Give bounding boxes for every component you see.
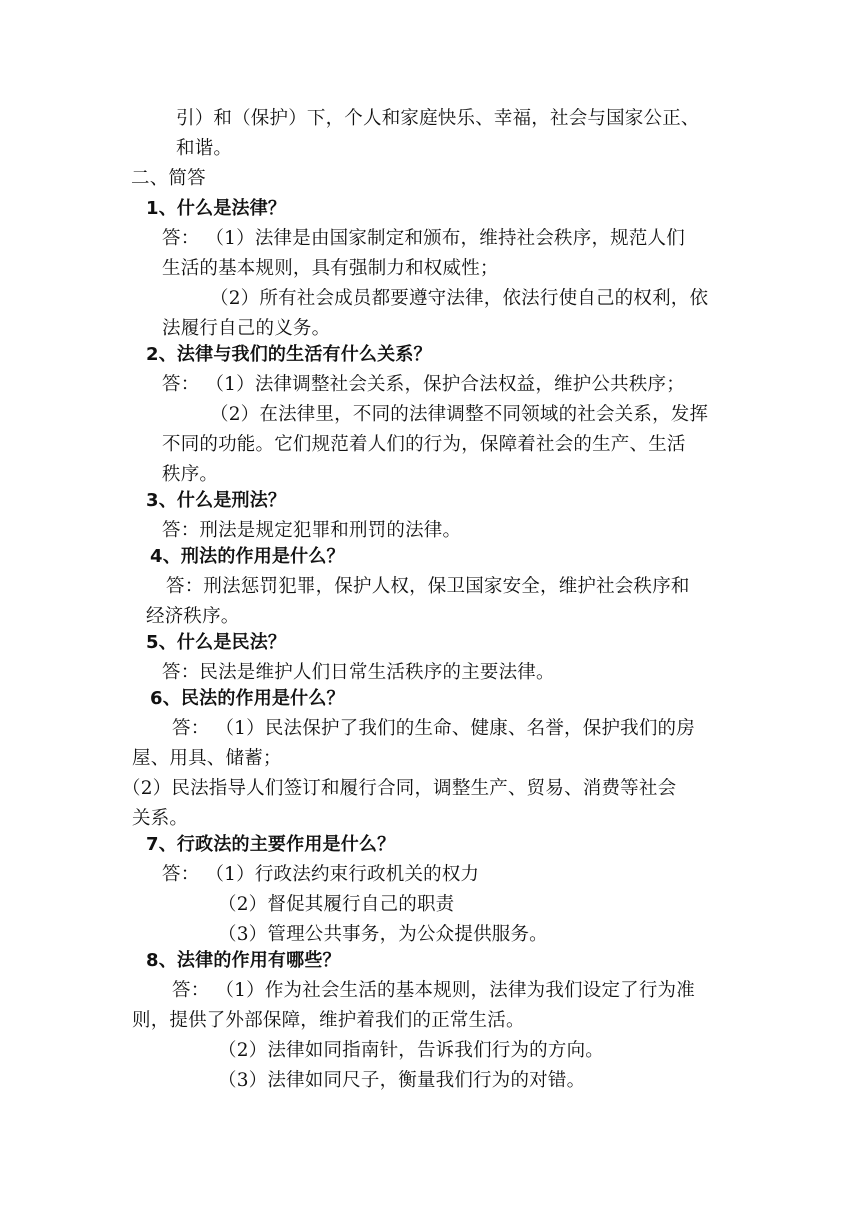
answer-line: （2）督促其履行自己的职责 [218, 894, 455, 915]
answer-line: （3）法律如同尺子，衡量我们行为的对错。 [218, 1070, 586, 1091]
answer-line: 答：刑法是规定犯罪和刑罚的法律。 [162, 520, 462, 541]
question-heading: 8、法律的作用有哪些？ [146, 950, 341, 971]
answer-line: （2）所有社会成员都要遵守法律，依法行使自己的权利，依 [210, 288, 709, 309]
answer-line: 答：刑法惩罚犯罪，保护人权，保卫国家安全，维护社会秩序和 [166, 576, 690, 597]
question-heading: 1、什么是法律？ [146, 198, 287, 219]
question-heading: 5、什么是民法？ [146, 632, 287, 653]
question-heading: 7、行政法的主要作用是什么？ [146, 834, 396, 855]
answer-line: 答：民法是维护人们日常生活秩序的主要法律。 [162, 662, 555, 683]
answer-line: 屋、用具、储蓄； [132, 748, 282, 769]
answer-line: （2）法律如同指南针，告诉我们行为的方向。 [218, 1040, 604, 1061]
answer-line: 答： （1）法律是由国家制定和颁布，维持社会秩序，规范人们 [162, 228, 685, 249]
text-line: 和谐。 [176, 138, 233, 159]
answer-line: （3）管理公共事务，为公众提供服务。 [218, 924, 548, 945]
answer-line: （2）在法律里，不同的法律调整不同领域的社会关系，发挥 [210, 404, 709, 425]
answer-line: （2）民法指导人们签订和履行合同，调整生产、贸易、消费等社会 [122, 778, 677, 799]
question-heading: 4、刑法的作用是什么？ [150, 546, 345, 567]
answer-line: 经济秩序。 [146, 606, 240, 627]
question-heading: 3、什么是刑法？ [146, 490, 287, 511]
answer-line: 答： （1）作为社会生活的基本规则，法律为我们设定了行为准 [172, 980, 695, 1001]
answer-line: 生活的基本规则，具有强制力和权威性； [162, 258, 499, 279]
section-heading: 二、简答 [131, 168, 206, 189]
text-line: 引）和（保护）下，个人和家庭快乐、幸福，社会与国家公正、 [176, 108, 700, 129]
answer-line: 秩序。 [162, 464, 219, 485]
answer-line: 答： （1）行政法约束行政机关的权力 [162, 864, 480, 885]
answer-line: 答： （1）民法保护了我们的生命、健康、名誉，保护我们的房 [172, 718, 695, 739]
answer-line: 法履行自己的义务。 [162, 318, 331, 339]
answer-line: 答： （1）法律调整社会关系，保护合法权益，维护公共秩序； [162, 374, 685, 395]
question-heading: 6、民法的作用是什么？ [150, 688, 345, 709]
answer-line: 关系。 [132, 808, 189, 829]
answer-line: 不同的功能。它们规范着人们的行为，保障着社会的生产、生活 [162, 434, 686, 455]
question-heading: 2、法律与我们的生活有什么关系？ [146, 344, 432, 365]
answer-line: 则，提供了外部保障，维护着我们的正常生活。 [132, 1010, 525, 1031]
